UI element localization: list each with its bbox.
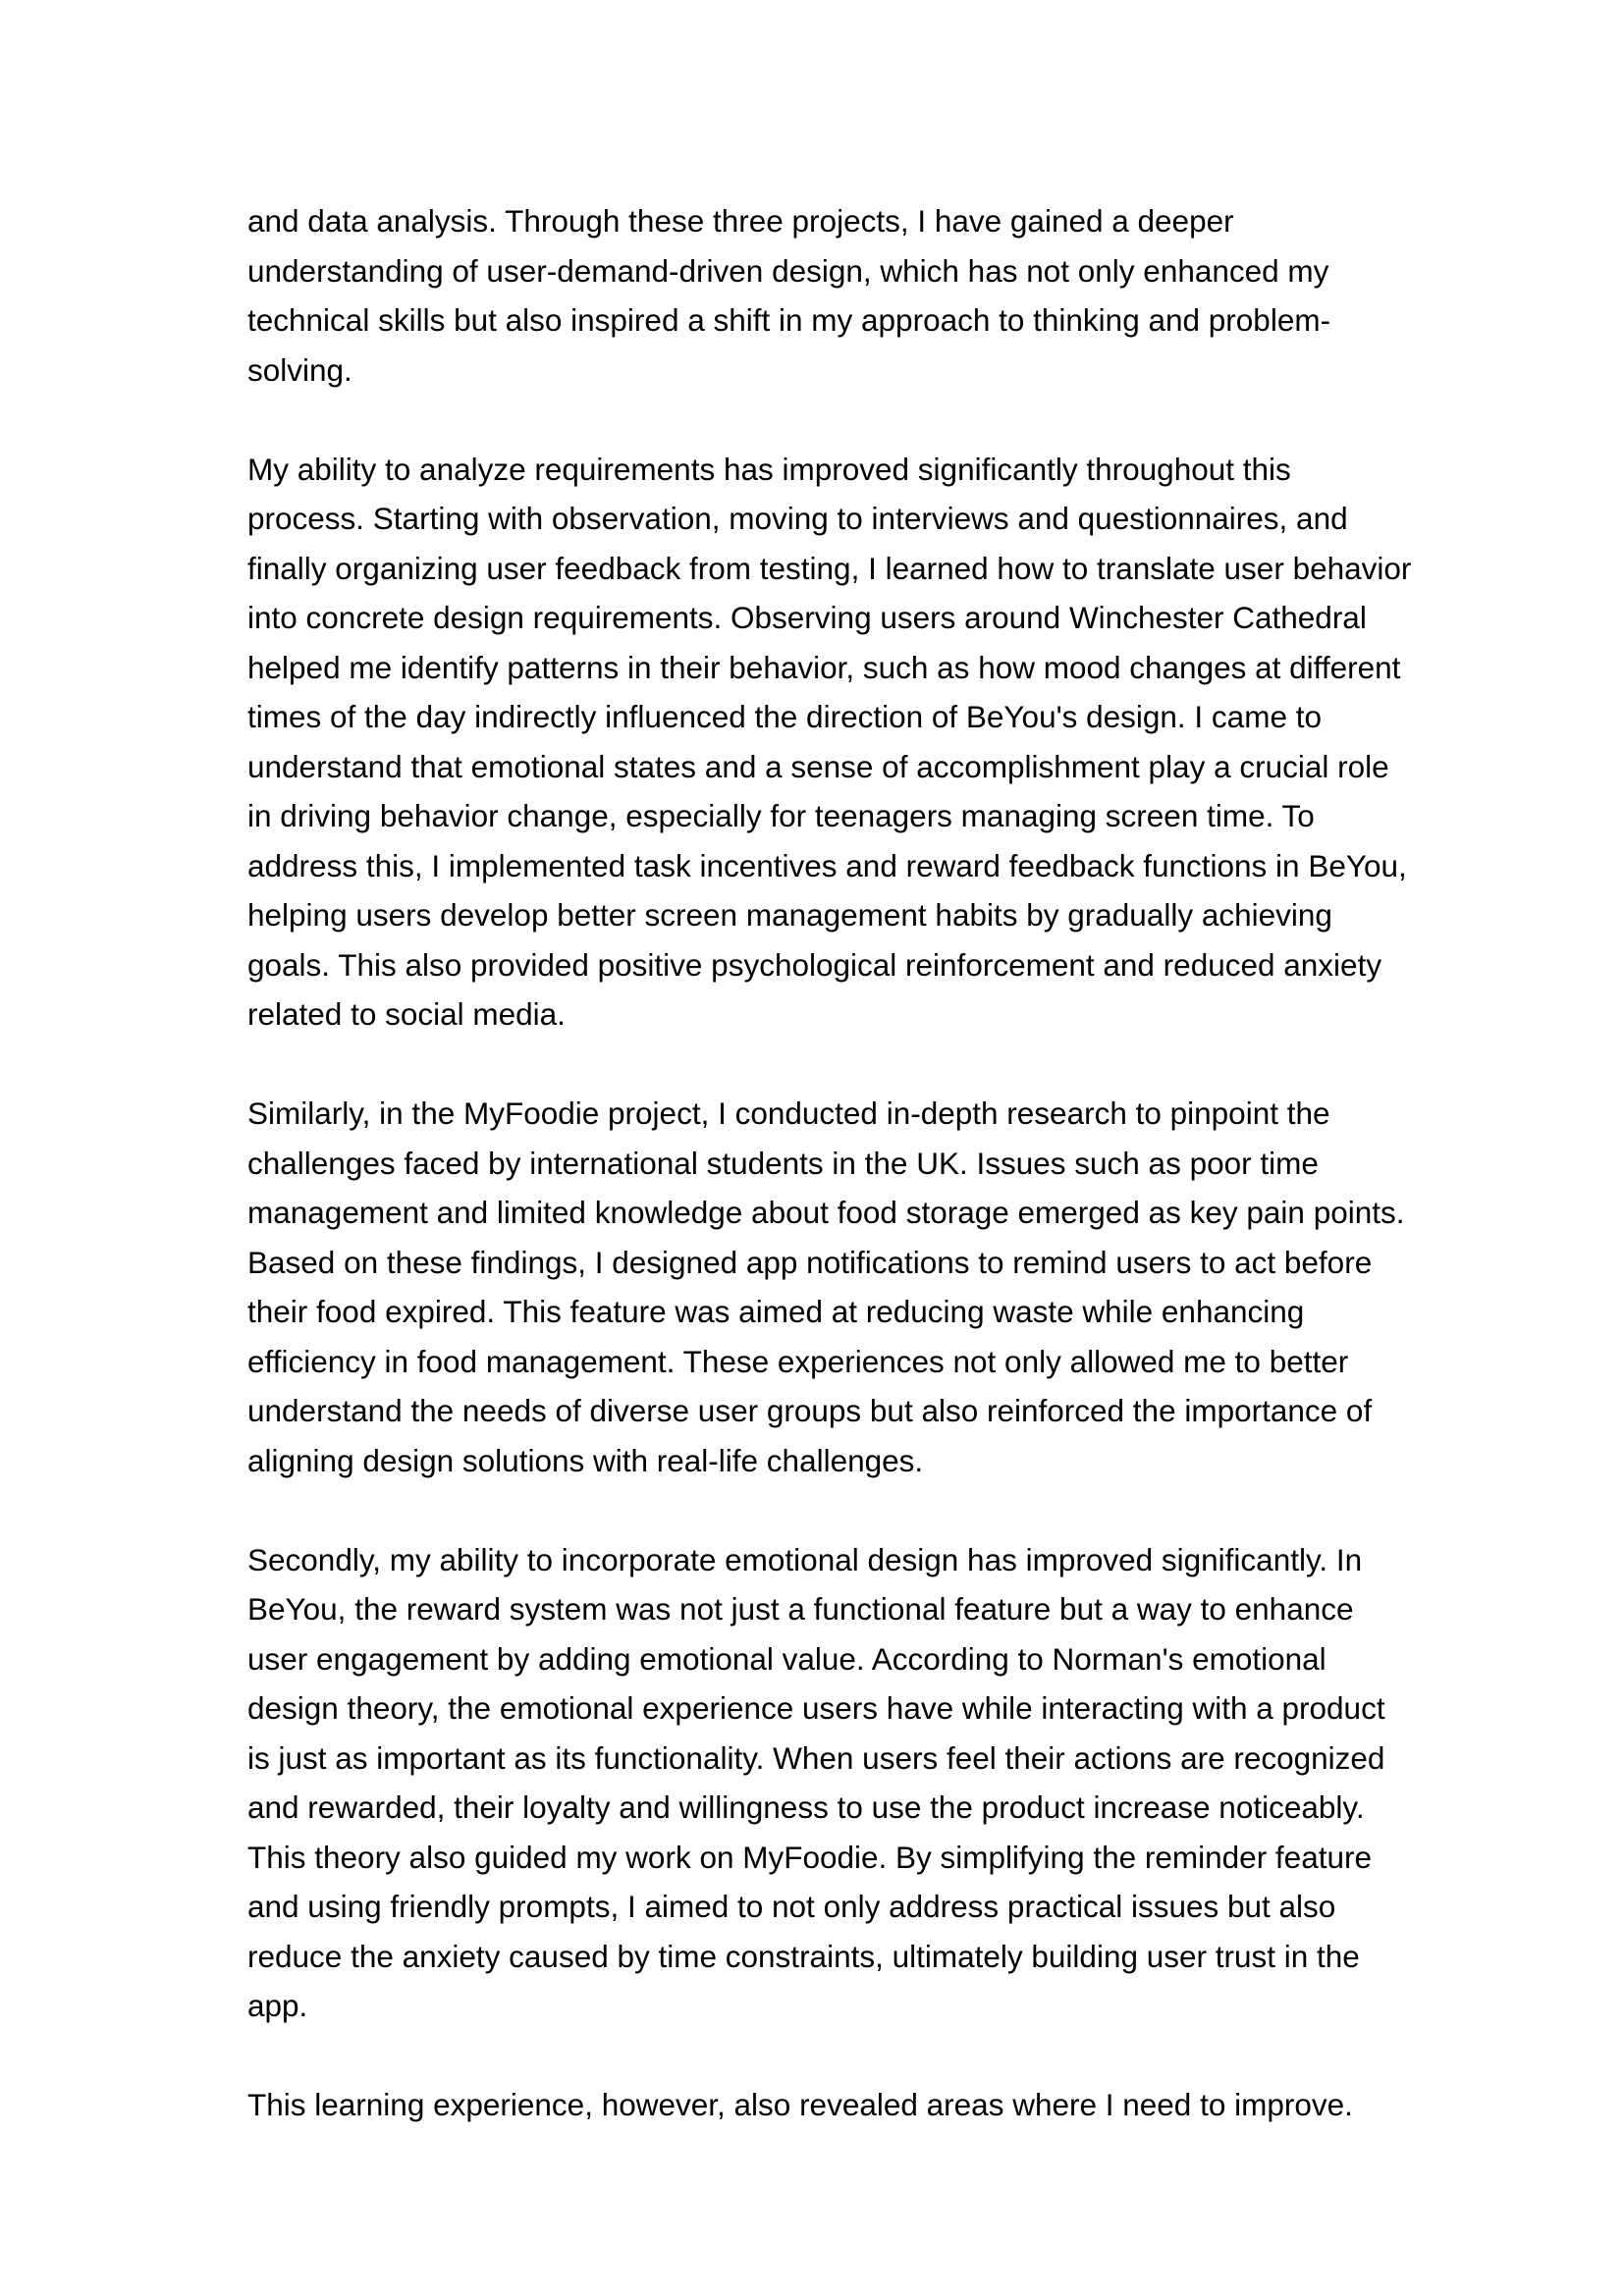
paragraph-1 xyxy=(247,196,1396,395)
text-line: and rewarded, their loyalty and willingness to use the product increase noticeably. xyxy=(247,1789,1365,1825)
text-line: understand that emotional states and a sense of accomplishment play a crucial role xyxy=(247,748,1389,784)
text-line: This learning experience, however, also revealed areas where I need to improve. xyxy=(247,2087,1353,2122)
paragraph-4 xyxy=(247,1535,1396,2031)
text-line: their food expired. This feature was aimed at reducing waste while enhancing xyxy=(247,1294,1305,1329)
text-line: solving. xyxy=(247,351,352,388)
text-line: helping users develop better screen management habits by gradually achieving xyxy=(247,897,1332,933)
text-line: into concrete design requirements. Observing users around Winchester Cathedral xyxy=(247,600,1367,635)
text-line: management and limited knowledge about food storage emerged as key pain points. xyxy=(247,1195,1405,1230)
text-line: in driving behavior change, especially for teenagers managing screen time. To xyxy=(247,798,1315,833)
text-line: technical skills but also inspired a shift in my approach to thinking and problem- xyxy=(247,302,1331,338)
paragraph-2 xyxy=(247,445,1412,1040)
text-line: app. xyxy=(247,1988,308,2023)
paragraph-3 xyxy=(247,1089,1405,1485)
text-line: challenges faced by international students in the UK. Issues such as poor time xyxy=(247,1145,1319,1181)
text-line: My ability to analyze requirements has improved significantly throughout this xyxy=(247,451,1291,487)
text-line: address this, I implemented task incentives and reward feedback functions in BeYou, xyxy=(247,847,1407,883)
text-line: Based on these findings, I designed app notifications to remind users to act before xyxy=(247,1244,1373,1280)
text-line: and using friendly prompts, I aimed to not only address practical issues but also xyxy=(247,1889,1336,1924)
text-line: user engagement by adding emotional value. According to Norman's emotional xyxy=(247,1640,1326,1677)
text-line: efficiency in food management. These experiences not only allowed me to better xyxy=(247,1343,1349,1379)
text-line: design theory, the emotional experience users have while interacting with a product xyxy=(247,1690,1385,1726)
text-line: is just as important as its functionality. When users feel their actions are recognized xyxy=(247,1739,1385,1776)
text-line: helped me identify patterns in their behavior, such as how mood changes at different xyxy=(247,649,1401,685)
text-line: Similarly, in the MyFoodie project, I conducted in-depth research to pinpoint the xyxy=(247,1095,1330,1131)
text-line: understand the needs of diverse user groups but also reinforced the importance of xyxy=(247,1393,1373,1428)
text-line: aligning design solutions with real-life challenges. xyxy=(247,1442,924,1478)
text-line: times of the day indirectly influenced the direction of BeYou's design. I came to xyxy=(247,699,1322,734)
document-body xyxy=(247,196,1412,2179)
paragraph-5 xyxy=(247,2080,1396,2130)
text-line: This theory also guided my work on MyFoodie. By simplifying the reminder feature xyxy=(247,1839,1372,1875)
text-line: goals. This also provided positive psychological reinforcement and reduced anxiety xyxy=(247,946,1382,983)
text-line: process. Starting with observation, moving to interviews and questionnaires, and xyxy=(247,501,1348,536)
text-line: Secondly, my ability to incorporate emotional design has improved significantly. In xyxy=(247,1541,1363,1577)
text-line: and data analysis. Through these three projects, I have gained a deeper xyxy=(247,203,1234,239)
text-line: finally organizing user feedback from testing, I learned how to translate user behavior xyxy=(247,550,1412,586)
text-line: BeYou, the reward system was not just a functional feature but a way to enhance xyxy=(247,1591,1354,1627)
text-line: reduce the anxiety caused by time constraints, ultimately building user trust in the xyxy=(247,1938,1360,1974)
text-line: related to social media. xyxy=(247,996,566,1032)
text-line: understanding of user-demand-driven design, which has not only enhanced my xyxy=(247,252,1329,289)
